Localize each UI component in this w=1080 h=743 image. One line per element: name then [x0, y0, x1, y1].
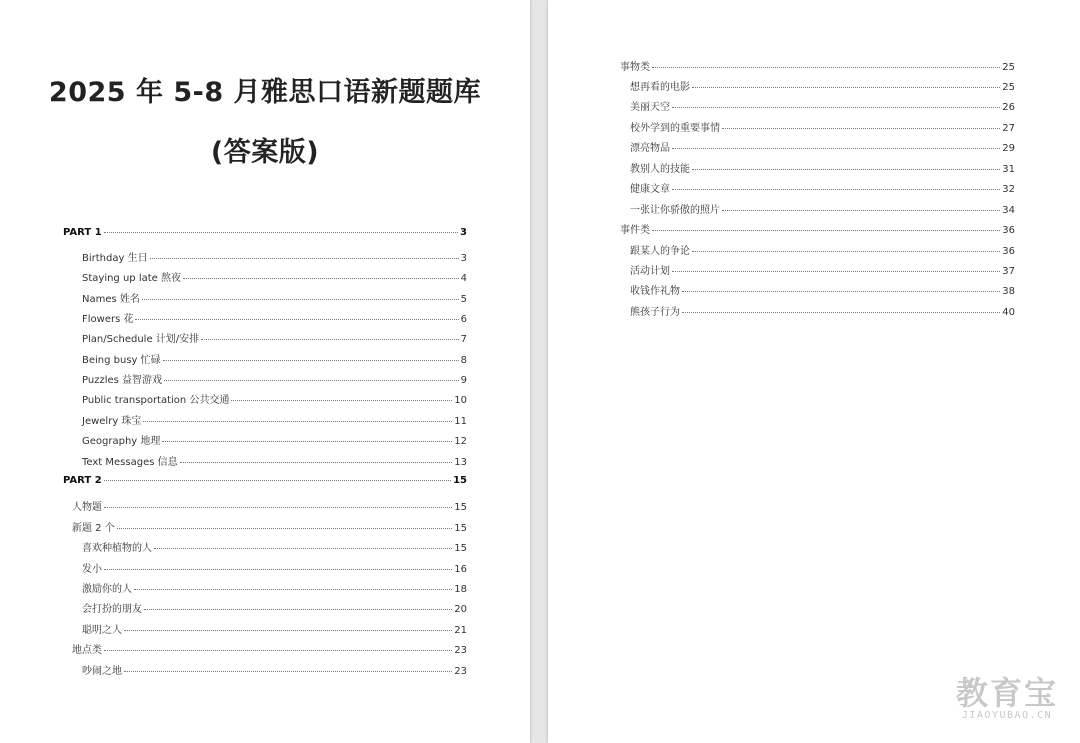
toc-entry-label: Staying up late 熬夜 [82, 273, 181, 284]
toc-entry-label: 喜欢种植物的人 [82, 543, 152, 554]
toc-leader-dots [722, 210, 1000, 211]
toc-entry-label: Flowers 花 [82, 314, 134, 325]
toc-entry-page-number: 3 [460, 227, 467, 238]
toc-entry[interactable] [630, 78, 1015, 92]
toc-entry-label: 人物题 [72, 502, 102, 513]
toc-entry-label: 事物类 [620, 62, 650, 73]
toc-entry-page-number: 8 [460, 355, 467, 366]
toc-entry[interactable] [630, 139, 1015, 153]
toc-entry[interactable] [630, 303, 1015, 317]
toc-entry-label: Public transportation 公共交通 [82, 395, 230, 406]
toc-entry[interactable] [82, 412, 467, 426]
toc-entry-label: Puzzles 益智游戏 [82, 375, 163, 386]
toc-entry[interactable] [630, 180, 1015, 194]
toc-entry-label: PART 1 [63, 227, 102, 238]
toc-entry-label: Birthday 生日 [82, 253, 148, 264]
toc-leader-dots [124, 630, 452, 631]
toc-leader-dots [150, 258, 459, 259]
toc-entry[interactable] [630, 160, 1015, 174]
toc-entry[interactable] [620, 221, 1015, 235]
toc-entry-page-number: 10 [454, 395, 467, 406]
toc-entry[interactable] [620, 58, 1015, 72]
toc-entry-page-number: 36 [1002, 246, 1015, 257]
toc-entry[interactable] [82, 580, 467, 594]
toc-leader-dots [143, 421, 452, 422]
toc-entry-page-number: 15 [454, 543, 467, 554]
toc-entry-label: 收钱作礼物 [630, 286, 680, 297]
toc-leader-dots [104, 569, 452, 570]
toc-entry-label: 教别人的技能 [630, 164, 690, 175]
toc-entry[interactable] [63, 227, 467, 241]
toc-entry-page-number: 34 [1002, 205, 1015, 216]
toc-entry[interactable] [82, 539, 467, 553]
toc-entry-page-number: 5 [460, 294, 467, 305]
toc-entry-label: Jewelry 珠宝 [82, 416, 142, 427]
toc-entry[interactable] [72, 641, 467, 655]
toc-entry-page-number: 25 [1002, 82, 1015, 93]
toc-entry-label: Geography 地理 [82, 436, 161, 447]
toc-entry-page-number: 9 [460, 375, 467, 386]
toc-entry-label: 会打扮的朋友 [82, 604, 142, 615]
toc-entry-page-number: 20 [454, 604, 467, 615]
toc-entry-label: 发小 [82, 564, 102, 575]
toc-leader-dots [652, 230, 1000, 231]
watermark-url: JIAOYUBAO.CN [961, 710, 1053, 721]
toc-leader-dots [183, 278, 459, 279]
toc-entry-label: 地点类 [72, 645, 102, 656]
toc-entry[interactable] [630, 262, 1015, 276]
toc-entry-label: Plan/Schedule 计划/安排 [82, 334, 200, 345]
toc-entry[interactable] [82, 662, 467, 676]
toc-entry-page-number: 37 [1002, 266, 1015, 277]
toc-leader-dots [104, 650, 452, 651]
toc-entry-page-number: 18 [454, 584, 467, 595]
toc-entry[interactable] [82, 391, 467, 405]
toc-entry-page-number: 32 [1002, 184, 1015, 195]
toc-leader-dots [104, 232, 458, 233]
toc-leader-dots [672, 107, 1000, 108]
toc-entry-label: 事件类 [620, 225, 650, 236]
toc-entry-page-number: 23 [454, 645, 467, 656]
toc-entry-label: 漂亮物品 [630, 143, 670, 154]
toc-entry[interactable] [72, 498, 467, 512]
toc-entry[interactable] [82, 249, 467, 263]
toc-entry-page-number: 36 [1002, 225, 1015, 236]
toc-entry[interactable] [82, 310, 467, 324]
toc-entry-page-number: 27 [1002, 123, 1015, 134]
toc-leader-dots [722, 128, 1000, 129]
toc-entry-label: Being busy 忙碌 [82, 355, 161, 366]
toc-entry[interactable] [82, 560, 467, 574]
toc-entry-page-number: 21 [454, 625, 467, 636]
toc-leader-dots [117, 528, 453, 529]
toc-leader-dots [162, 441, 452, 442]
toc-entry-label: 一张让你骄傲的照片 [630, 205, 720, 216]
toc-entry-label: 激励你的人 [82, 584, 132, 595]
toc-entry[interactable] [82, 453, 467, 467]
toc-entry-page-number: 16 [454, 564, 467, 575]
toc-entry-page-number: 6 [460, 314, 467, 325]
toc-leader-dots [154, 548, 452, 549]
toc-leader-dots [692, 251, 1000, 252]
toc-leader-dots [144, 609, 452, 610]
toc-entry-label: Text Messages 信息 [82, 457, 178, 468]
toc-leader-dots [201, 339, 458, 340]
toc-entry-page-number: 11 [454, 416, 467, 427]
toc-entry[interactable] [72, 519, 467, 533]
toc-leader-dots [672, 271, 1000, 272]
toc-entry-label: 想再看的电影 [630, 82, 690, 93]
toc-entry[interactable] [630, 282, 1015, 296]
document-page-left [0, 0, 530, 743]
toc-leader-dots [142, 299, 459, 300]
toc-leader-dots [672, 189, 1000, 190]
toc-leader-dots [692, 169, 1000, 170]
toc-entry-label: 聪明之人 [82, 625, 122, 636]
toc-leader-dots [231, 400, 452, 401]
toc-entry[interactable] [630, 119, 1015, 133]
toc-entry[interactable] [82, 371, 467, 385]
toc-entry[interactable] [63, 475, 467, 489]
toc-entry-page-number: 25 [1002, 62, 1015, 73]
toc-entry-page-number: 40 [1002, 307, 1015, 318]
toc-entry[interactable] [82, 351, 467, 365]
toc-entry-page-number: 3 [460, 253, 467, 264]
toc-entry[interactable] [630, 242, 1015, 256]
document-page-right [548, 0, 1080, 743]
toc-entry-label: Names 姓名 [82, 294, 140, 305]
watermark [956, 676, 1058, 721]
toc-entry-label: 活动计划 [630, 266, 670, 277]
toc-entry-page-number: 38 [1002, 286, 1015, 297]
toc-entry-label: 美丽天空 [630, 102, 670, 113]
toc-entry[interactable] [82, 432, 467, 446]
toc-leader-dots [134, 589, 452, 590]
toc-entry-page-number: 12 [454, 436, 467, 447]
toc-leader-dots [672, 148, 1000, 149]
toc-entry-page-number: 29 [1002, 143, 1015, 154]
toc-leader-dots [180, 462, 453, 463]
toc-leader-dots [682, 312, 1000, 313]
toc-entry-label: PART 2 [63, 475, 102, 486]
toc-entry-page-number: 15 [454, 502, 467, 513]
toc-leader-dots [104, 507, 452, 508]
toc-entry-page-number: 23 [454, 666, 467, 677]
toc-leader-dots [164, 380, 459, 381]
toc-entry[interactable] [630, 98, 1015, 112]
document-title: 2025 年 5-8 月雅思口语新题题库 [48, 77, 482, 108]
toc-entry-label: 校外学到的重要事情 [630, 123, 720, 134]
toc-entry-page-number: 15 [454, 523, 467, 534]
toc-entry[interactable] [82, 621, 467, 635]
toc-entry-label: 新题 2 个 [72, 523, 115, 534]
toc-entry-page-number: 4 [460, 273, 467, 284]
toc-entry-label: 跟某人的争论 [630, 246, 690, 257]
toc-entry[interactable] [630, 201, 1015, 215]
toc-leader-dots [135, 319, 458, 320]
toc-entry[interactable] [82, 290, 467, 304]
toc-entry-label: 熊孩子行为 [630, 307, 680, 318]
toc-entry-page-number: 31 [1002, 164, 1015, 175]
document-subtitle: (答案版) [210, 137, 320, 168]
toc-leader-dots [652, 67, 1000, 68]
toc-entry-page-number: 15 [453, 475, 467, 486]
toc-entry[interactable] [82, 269, 467, 283]
toc-leader-dots [692, 87, 1000, 88]
toc-entry-page-number: 13 [454, 457, 467, 468]
toc-entry[interactable] [82, 330, 467, 344]
toc-entry-page-number: 26 [1002, 102, 1015, 113]
toc-entry-page-number: 7 [460, 334, 467, 345]
toc-leader-dots [682, 291, 1000, 292]
toc-entry-label: 吵闹之地 [82, 666, 122, 677]
toc-entry[interactable] [82, 600, 467, 614]
toc-leader-dots [163, 360, 459, 361]
toc-entry-label: 健康文章 [630, 184, 670, 195]
toc-leader-dots [124, 671, 452, 672]
watermark-logo-text: 教育宝 [955, 674, 1058, 712]
toc-leader-dots [104, 480, 451, 481]
